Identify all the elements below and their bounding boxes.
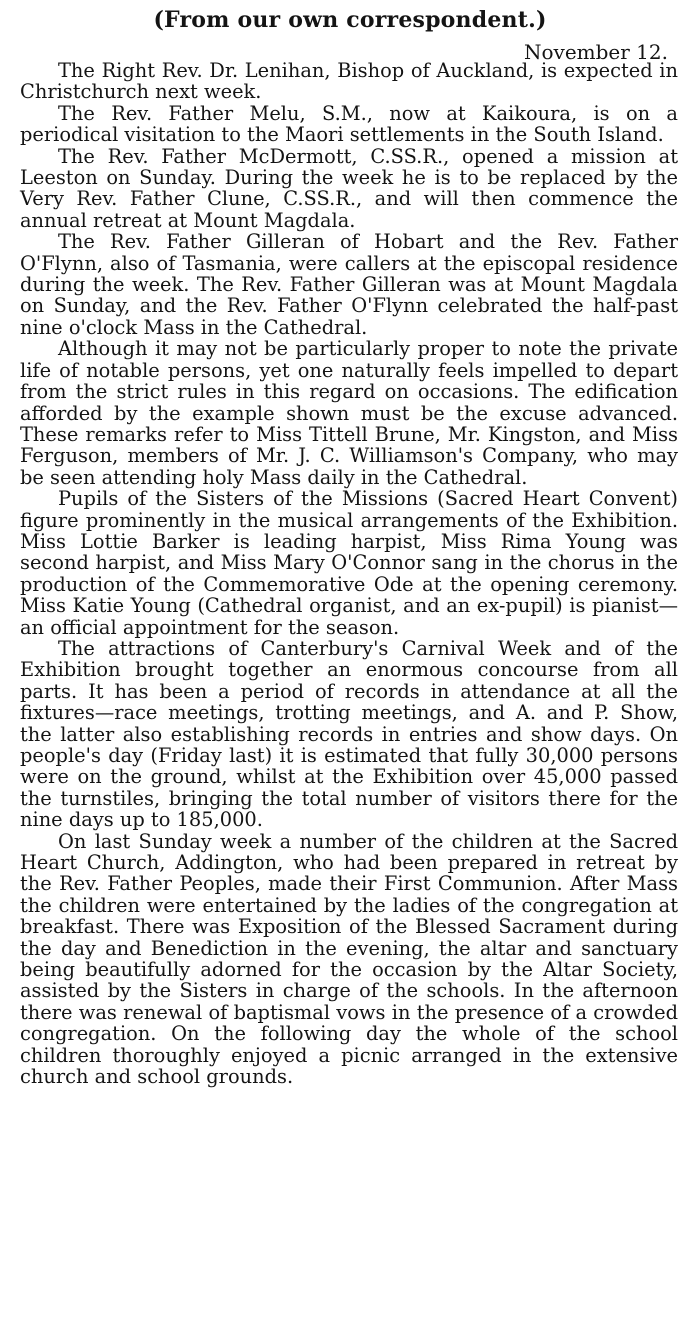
paragraph-carnival-week: The attractions of Canterbury's Carnival Week and of the Exhibition brought together an enormous concourse from all parts. It has been a period of records in attendance at all the fixtures—race meetings, trotting meetings, and A. and P. Show, the latter also establishing records in entries and show days. On people's day (Friday last) it is estimated that fully 30,000 persons were on the ground, whilst at the Exhibition over 45,000 passed the turnstiles, bringing the total number of visitors there for the nine days up to 185,000. [20, 636, 678, 832]
paragraph-father-melu: The Rev. Father Melu, S.M., now at Kaikoura, is on a periodical visitation to the Maori settlements in the South Island. [20, 101, 678, 147]
paragraph-first-communion: On last Sunday week a number of the children at the Sacred Heart Church, Addington, who had been prepared in retreat by the Rev. Father Peoples, made their First Communion. After Mass the children were entertained by the ladies of the congregation at breakfast. There was Exposition of the Blessed Sacrament during the day and Benediction in the evening, the altar and sanctuary being beautifully adorned for the occasion by the Altar Society, assisted by the Sisters in charge of the schools. In the afternoon there was renewal of baptismal vows in the presence of a crowded congregation. On the following day the whole of the school children thoroughly enjoyed a picnic arranged in the extensive church and school grounds. [20, 829, 678, 1089]
article-date: November 12. [523, 40, 668, 64]
paragraph-sisters-missions: Pupils of the Sisters of the Missions (Sacred Heart Convent) figure prominently in the musical arrangements of the Exhibition. Miss Lottie Barker is leading harpist, Miss Rima Young was second harpist, and Miss Mary O'Connor sang in the chorus in the production of the Commemorative Ode at the opening ceremony. Miss Katie Young (Cathedral organist, and an ex-pupil) is pianist—an official appointment for the season. [20, 487, 678, 639]
paragraph-bishop-visit: The Right Rev. Dr. Lenihan, Bishop of Auckland, is expected in Christchurch next week. [20, 59, 678, 104]
paragraph-father-gilleran: The Rev. Father Gilleran of Hobart and the Rev. Father O'Flynn, also of Tasmania, were callers at the episcopal residence during the week. The Rev. Father Gilleran was at Mount Magdala on Sunday, and the Rev. Father O'Flynn celebrated the half-past nine o'clock Mass in the Cathedral. [20, 230, 678, 339]
paragraph-father-mcdermott: The Rev. Father McDermott, C.SS.R., opened a mission at Leeston on Sunday. During the week he is to be replaced by the Very Rev. Father Clune, C.SS.R., and will then commence the annual retreat at Mount Magdala. [20, 144, 678, 232]
paragraph-williamson-company: Although it may not be particularly proper to note the private life of notable persons, yet one naturally feels impelled to depart from the strict rules in this regard on occasions. The edification afforded by the example shown must be the excuse advanced. These remarks refer to Miss Tittell Brune, Mr. Kingston, and Miss Ferguson, members of Mr. J. C. Williamson's Company, who may be seen attending holy Mass daily in the Cathedral. [20, 337, 678, 489]
article-heading: (From our own correspondent.) [153, 7, 547, 33]
article-body [20, 60, 678, 1088]
